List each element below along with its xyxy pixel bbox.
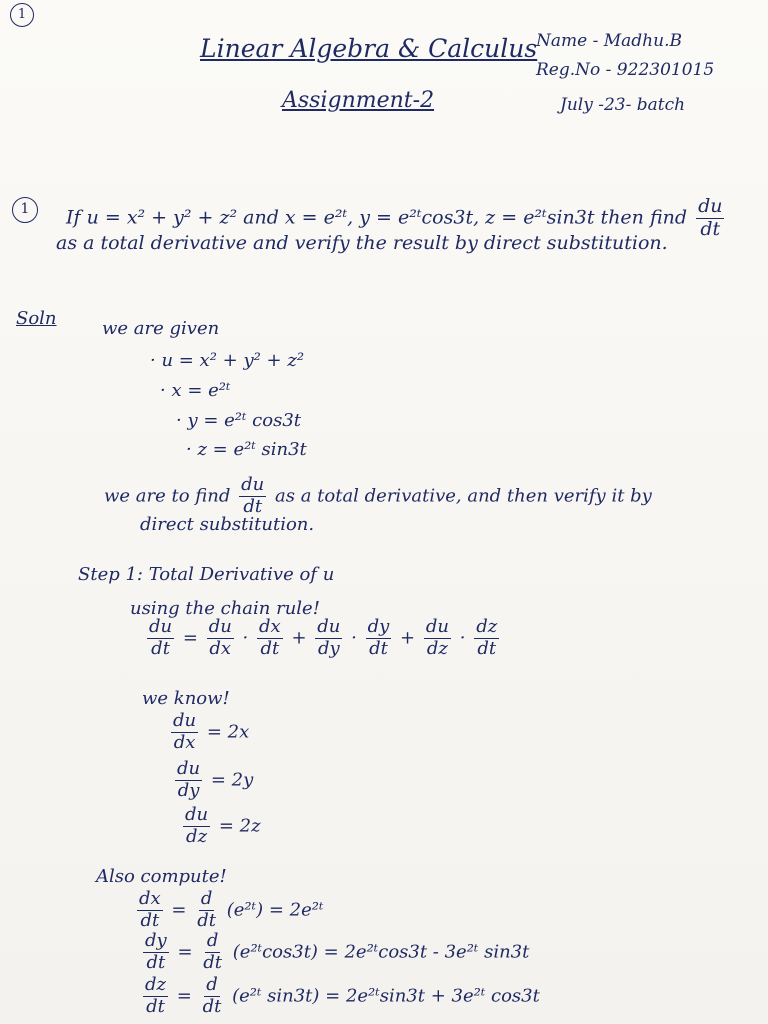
fraction-du-dz <box>183 806 210 847</box>
equals-sign: = <box>171 899 187 921</box>
denominator: dt <box>260 637 280 659</box>
numerator: dy <box>367 616 390 637</box>
equals-sign: = <box>176 985 192 1007</box>
numerator: d <box>206 974 218 995</box>
solution-label: Soln <box>16 308 57 329</box>
student-name: Name - Madhu.B <box>536 31 682 51</box>
fraction-du-dt <box>696 197 724 240</box>
batch: July -23- batch <box>560 95 686 115</box>
we-know-label: we know! <box>142 688 230 709</box>
partial-du-dx <box>168 712 249 753</box>
denominator: dx <box>209 637 232 659</box>
plus-sign: + <box>400 627 416 649</box>
denominator: dz <box>426 637 448 659</box>
numerator: d <box>206 930 219 951</box>
denominator: dt <box>197 909 217 931</box>
equals-sign: = <box>177 941 193 963</box>
numerator: du <box>177 758 201 779</box>
fraction-du-dt <box>239 476 266 517</box>
derivative-dy-dt <box>140 932 529 973</box>
fraction-dy-dt <box>366 618 392 659</box>
chain-rule-equation <box>144 618 502 659</box>
question-line-2: as a total derivative and verify the result by direct substitution. <box>56 232 668 254</box>
denominator: dt <box>140 909 160 931</box>
denominator: dt <box>203 951 223 973</box>
numerator: dz <box>476 616 498 637</box>
find-line-2: direct substitution. <box>140 514 315 535</box>
partial-value: = 2z <box>218 815 261 837</box>
numerator: du <box>208 616 232 637</box>
step-1-heading: Step 1: Total Derivative of u <box>78 564 335 585</box>
dot-sign: · <box>459 627 466 649</box>
denominator: dy <box>177 779 200 801</box>
denominator: dt <box>243 495 263 517</box>
numerator: du <box>185 804 209 825</box>
denominator: dx <box>173 731 196 753</box>
numerator: dy <box>145 930 167 951</box>
denominator: dt <box>477 637 497 659</box>
given-item: · u = x² + y² + z² <box>150 350 305 371</box>
denominator: dt <box>700 217 721 240</box>
fraction-du-dy <box>175 760 202 801</box>
denominator: dt <box>202 995 222 1017</box>
fraction-d-dt <box>201 932 224 973</box>
derivative-dx-dt <box>134 890 323 931</box>
find-text: as a total derivative, and then verify it by <box>275 485 652 507</box>
also-compute-label: Also compute! <box>96 866 227 887</box>
given-item: · z = e²ᵗ sin3t <box>186 439 307 460</box>
denominator: dy <box>317 637 340 659</box>
fraction-dz-dt <box>474 618 499 659</box>
chain-rule-label: using the chain rule! <box>130 598 320 619</box>
find-text: we are to find <box>104 485 231 507</box>
page-number: 1 <box>10 3 34 27</box>
find-line-1 <box>104 476 652 517</box>
fraction-du-dx <box>207 618 234 659</box>
question-number: 1 <box>12 197 38 223</box>
partial-value: = 2x <box>206 721 250 743</box>
fraction-du-dx <box>171 712 198 753</box>
dot-sign: · <box>351 627 357 649</box>
fraction-dx-dt <box>257 618 283 659</box>
assignment-title: Linear Algebra & Calculus <box>200 34 538 63</box>
numerator: du <box>149 616 173 637</box>
numerator: d <box>200 888 213 909</box>
derivative-value: (e²ᵗcos3t) = 2e²ᵗcos3t - 3e²ᵗ sin3t <box>232 941 530 963</box>
equals-sign: = <box>182 627 198 649</box>
numerator: du <box>425 616 449 637</box>
partial-value: = 2y <box>210 769 254 791</box>
fraction-du-dy <box>315 618 342 659</box>
partial-du-dy <box>172 760 253 801</box>
numerator: dx <box>259 616 281 637</box>
numerator: dx <box>139 888 161 909</box>
denominator: dt <box>369 637 388 659</box>
fraction-d-dt <box>201 976 224 1017</box>
derivative-value: (e²ᵗ) = 2e²ᵗ <box>226 899 324 921</box>
registration-number: Reg.No - 922301015 <box>536 60 715 80</box>
given-heading: we are given <box>102 318 220 339</box>
fraction-du-dz <box>424 618 451 659</box>
numerator: du <box>241 474 265 495</box>
fraction-dz-dt <box>143 976 168 1017</box>
assignment-number: Assignment-2 <box>282 88 435 113</box>
denominator: dt <box>146 995 165 1017</box>
plus-sign: + <box>291 627 307 649</box>
given-item: · x = e²ᵗ <box>160 380 231 401</box>
denominator: dz <box>186 825 208 847</box>
derivative-dz-dt <box>140 976 540 1017</box>
question-text: If u = x² + y² + z² and x = e²ᵗ, y = e²ᵗcos3t, z = e²ᵗsin3t then find <box>66 206 688 229</box>
given-item: · y = e²ᵗ cos3t <box>176 410 302 431</box>
derivative-value: (e²ᵗ sin3t) = 2e²ᵗsin3t + 3e²ᵗ cos3t <box>232 985 540 1007</box>
partial-du-dz <box>180 806 261 847</box>
numerator: dz <box>145 974 167 995</box>
fraction-du-dt <box>147 618 174 659</box>
fraction-dy-dt <box>143 932 169 973</box>
numerator: du <box>317 616 341 637</box>
numerator: du <box>698 195 723 217</box>
dot-sign: · <box>242 627 249 649</box>
fraction-d-dt <box>195 890 218 931</box>
denominator: dt <box>146 951 166 973</box>
fraction-dx-dt <box>137 890 163 931</box>
numerator: du <box>173 710 197 731</box>
denominator: dt <box>151 637 170 659</box>
